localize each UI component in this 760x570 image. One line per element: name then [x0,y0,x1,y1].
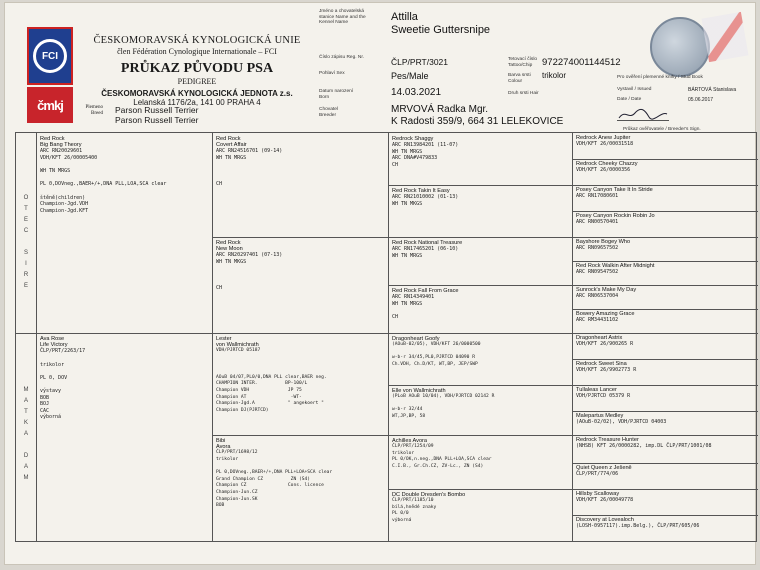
gen4-sire-ancestor-cell [576,213,756,236]
issued-value: BÁRTOVÁ Stanislava [688,87,737,93]
gen4-dam-ancestor-name: Discovery at Lovealoch [576,517,634,523]
side-letter: C [23,228,29,234]
gen3-dsd-name: Elle von Wallmichrath [392,388,446,394]
sire-dam-name: Red Rock New Moon [216,240,243,253]
gen4-dam-ancestor-info: VDH/KFT 26/900265 R [576,341,634,348]
side-letter: T [24,206,28,212]
gen3-dds-name: Achilles Avora [392,438,428,444]
reg-label: Číslo zápisu Reg. Nr. [319,55,365,60]
dam-sire-info: VDH/PJRTCD 05187 AOuB 04/07,PL0/0,DNA PLL clear,BAER neg. CHAMPION INTER. BP-100/L Champion VDH JP 75 Champion AT -WT- Champion-Jgd.A " angekoert " Champion DJ(PJRTCD) [216,348,327,413]
sire-sire-cell [216,136,386,235]
gen3-dss-info: (AOuB-02/05), VDH/KFT 26/0000500 w-b-r 34/45,PL0,PJRTCD 04090 R Ch.VDH, Ch.D/KT, WT,BP, JEP/SWP [392,342,481,367]
side-letter: A [23,431,28,437]
gen4-dam-ancestor-info: VDH/KFT 26/00049778 [576,497,634,504]
sire-dam-info: ARC RN20297401 (07-13) WH TN MKGS CH [216,252,283,292]
issued-label: Vystavil / Issued [617,87,652,92]
colour-label: Barva srsti Colour [508,73,531,84]
side-letter [16,237,36,248]
gen4-sire-ancestor-info: ARC RM34431102 [576,317,619,324]
club-name: ČESKOMORAVSKÁ KYNOLOGICKÁ JEDNOTA z.s. [101,89,293,98]
gen3-ss-name: Redrock Shaggy [392,136,434,142]
breed-line1: Parson Russell Terrier [115,105,199,115]
dam-cell [40,336,210,541]
gen3-ds-cell [392,240,570,284]
side-letter: T [24,409,28,415]
gen3-sd-info: ARC RN21010002 (01-13) WH TN MKGS [392,194,459,207]
name-label: Jméno a chovatelská stanice Name and the Kennel Name [319,9,366,25]
signature [617,107,669,121]
gen4-sire-ancestor-info: ARC RN06537004 [576,293,619,300]
breeder-value [391,104,563,128]
gen4-dam-ancestor-name: Redrock Treasure Hunter [576,437,639,443]
gen4-sire-ancestor-info: ARC RN17080601 [576,193,619,200]
gen4-dam-ancestor-cell [576,517,756,542]
gen3-ddd-info: ČLP/PRT/1185/10 bílá,hnědé znaky PL 0/0 výborná [392,498,437,523]
hologram-sticker-icon [701,12,748,62]
date-label: Date / Date [617,97,642,102]
dob-label: Datum narození Born [319,89,354,100]
gen3-dss-name: Dragonheart Goofy [392,336,440,342]
sire-sire-name: Red Rock Covert Affair [216,136,247,149]
gen4-dam-ancestor-info: ČLP/PRT/774/06 [576,471,619,478]
sire-info: ARC RN20029601 VDH/KFT 26/00005400 WH TN MRGS PL 0,DOVneg.,BAER+/+,DNA PLL,LOA,SCA clear štěně(children) Champion-Jgd.VDH Champion-Jgd.KFT [40,148,167,214]
dam-sire-name: Lester von Wallmichrath [216,336,259,349]
gen4-sire-ancestor-name: Sunrock's Make My Day [576,287,637,293]
official-seal-icon [650,17,710,77]
gen3-dd-cell [392,288,570,332]
sire-cell [40,136,210,331]
gen3-dd-info: ARC RN14349401 WH TN MRGS CH [392,294,435,320]
gen4-dam-ancestor-cell [576,361,756,384]
dog-name-line2: Sweetie Guttersnipe [391,24,491,36]
breed-value [115,105,198,125]
gen4-sire-ancestor-name: Redrock Cheeky Chazzy [576,161,638,167]
dam-name: Ava Rose Life Victory [40,336,68,349]
document-title: PRŮKAZ PŮVODU PSA [120,61,274,76]
gen4-sire-ancestor-info: ARC RN09657502 [576,245,619,252]
org-line2: člen Fédération Cynologique Internationale – FCI [117,47,277,56]
gen3-dds-cell [392,438,570,488]
document-subtitle: PEDIGREE [177,77,217,86]
dog-name-line1: Attilla [391,11,418,23]
breeder-line2: K Radosti 359/9, 664 31 LELEKOVICE [391,116,564,127]
sire-dam-cell [216,240,386,331]
gen4-dam-ancestor-cell [576,437,756,462]
gen3-sd-name: Red Rock Takin It Easy [392,188,450,194]
gen3-ds-name: Red Rock National Treasure [392,240,463,246]
gen4-dam-ancestor-cell [576,335,756,358]
hair-label: Druh srsti Hair [508,91,539,96]
gen3-ddd-name: DC Double Dresden's Bombo [392,492,466,498]
side-letter: D [23,453,29,459]
gen4-sire-ancestor-info: VDH/KFT 26/0000356 [576,167,631,174]
side-letter: I [25,261,27,267]
gen4-dam-ancestor-name: Quiet Queen z Ješeně [576,465,632,471]
side-letter [16,440,36,451]
side-letter: O [23,195,29,201]
date-value: 05.06.2017 [688,97,714,103]
side-letter: K [23,420,28,426]
gen3-ss-cell [392,136,570,184]
gen4-sire-ancestor-name: Bayshore Bogey Who [576,239,631,245]
breeder-line1: MRVOVÁ Radka Mgr. [391,104,489,115]
gen4-dam-ancestor-name: Tullaleas Lancer [576,387,617,393]
cmkj-logo [27,27,73,125]
gen4-dam-ancestor-info: (AOuB-02/02), VDH/PJRTCD 04003 [576,419,667,426]
gen3-dd-name: Red Rock Fall From Grace [392,288,459,294]
cmkj-logo-text: čmkj [27,87,73,123]
dam-dam-name: Bibi Avora [216,438,231,451]
sire-name: Red Rock Big Bang Theory [40,136,82,149]
club-address: Lelanská 1176/2a, 141 00 PRAHA 4 [133,98,261,107]
fci-logo-icon [27,27,73,85]
breed-line2: Parson Russell Terrier [115,115,199,125]
gen3-ss-info: ARC RN13984201 (11-07) WH TN MRGS ARC DNA#V479833 CH [392,142,459,168]
date-of-birth: 14.03.2021 [391,87,442,98]
org-line1: ČESKOMORAVSKÁ KYNOLOGICKÁ UNIE [93,35,301,46]
gen4-sire-ancestor-name: Posey Canyon Take It In Stride [576,187,653,193]
gen4-dam-ancestor-name: Redrock Sweet Sina [576,361,627,367]
gen4-dam-ancestor-cell [576,387,756,410]
breeder-label: Chovatel Breeder [319,107,338,118]
sex-label: Pohlaví Sex [319,71,345,76]
side-letter: R [23,272,29,278]
dam-sire-cell [216,336,386,433]
gen4-dam-ancestor-name: Dragonheart Astrix [576,335,623,341]
breed-label: Plemeno Breed [85,105,103,116]
dam-dam-cell [216,438,386,541]
sex-value: Pes/Male [391,71,429,81]
colour-value: trikolor [542,71,567,80]
gen3-dsd-info: (PLoB AOuB 10/04), VDH/PJRTCD 02142 R w-b-r 32/44 WT,JP,BP, 58 [392,394,495,419]
tattoo-label: Tetovací číslo Tattoo/Chip [508,57,538,68]
organisation-header [91,35,303,107]
gen4-sire-ancestor-info: ARC RN09547502 [576,269,619,276]
gen4-sire-ancestor-cell [576,135,756,158]
gen3-dsd-cell [392,388,570,434]
gen3-dds-info: ČLP/PRT/1254/09 trikolor PL 0/OK,n.neg.,DNA PLL+LOA,SCA clear C.I.B., Gr.Ch.CZ, ZV-Lc., ZN (S4) [392,444,492,469]
gen4-sire-ancestor-cell [576,187,756,210]
side-letter: A [23,464,28,470]
gen4-dam-ancestor-cell [576,465,756,488]
gen4-dam-ancestor-cell [576,491,756,514]
gen4-dam-ancestor-name: Hillsby Scalloway [576,491,620,497]
gen4-sire-ancestor-cell [576,287,756,308]
gen4-dam-ancestor-info: VDH/KFT 26/9902773 R [576,367,637,374]
side-letter: S [23,250,28,256]
gen3-ddd-cell [392,492,570,541]
gen4-dam-ancestor-name: Malepartus Medley [576,413,624,419]
gen4-dam-ancestor-info: (NHSB) KFT 26/0000282, imp.DL ČLP/PRT/1001/08 [576,443,712,450]
side-letter: E [23,283,28,289]
gen3-ds-info: ARC RN17465201 (06-10) WH TN MRGS [392,246,459,259]
gen3-sd-cell [392,188,570,234]
gen3-dss-cell [392,336,570,384]
sire-side-label [16,193,36,292]
gen4-dam-ancestor-info: VDH/PJRTCD 05379 R [576,393,631,400]
gen4-sire-ancestor-cell [576,263,756,284]
gen4-sire-ancestor-cell [576,161,756,184]
gen4-dam-ancestor-info: (LOSH-0957117).imp.Belg.), ČLP/PRT/605/06 [576,523,700,530]
side-letter: M [23,475,29,481]
gen4-sire-ancestor-info: VDH/KFT 26/00031518 [576,141,634,148]
stud-book-label: Pro ověření plemenné knihy / Stud Book [617,75,703,80]
pedigree-table [15,132,757,542]
gen4-dam-ancestor-cell [576,413,756,434]
gen4-sire-ancestor-name: Red Rock Walkin After Midnight [576,263,655,269]
gen4-sire-ancestor-cell [576,311,756,332]
gen4-sire-ancestor-name: Redrock Anew Jupiter [576,135,631,141]
side-letter: M [23,387,29,393]
sire-sire-info: ARC RN24516701 (09-14) WH TN MRGS CH [216,148,283,188]
dam-side-label [16,385,36,484]
dog-name [391,11,490,37]
gen4-sire-ancestor-name: Posey Canyon Rockin Robin Jo [576,213,655,219]
dam-info: ČLP/PRT/2263/17 trikolor PL 0, DOV výstavy BOB BOJ CAC výborná [40,348,86,421]
tattoo-chip: 972274001144512 [542,57,621,68]
gen4-sire-ancestor-cell [576,239,756,260]
gen4-sire-ancestor-info: ARC RN00570401 [576,219,619,226]
fci-logo-text: FCI [41,50,59,62]
dam-dam-info: ČLP/PRT/1698/12 trikolor PL 0,DOVneg.,BAER+/+,DNA PLL+LOA+SCA clear Grand Champion CZ ZN (S4) Champion CZ Cons. licence Champion-Jun.CZ Champion-Jun.SK BOB [216,450,333,509]
gen4-sire-ancestor-name: Bowery Amazing Grace [576,311,635,317]
side-letter: A [23,398,28,404]
registration-number: ČLP/PRT/3021 [391,57,449,67]
pedigree-document [4,2,756,565]
side-letter: E [23,217,28,223]
pedigree-check-label: Průkaz ověřovatele / Breeder's Sign. [623,127,701,132]
